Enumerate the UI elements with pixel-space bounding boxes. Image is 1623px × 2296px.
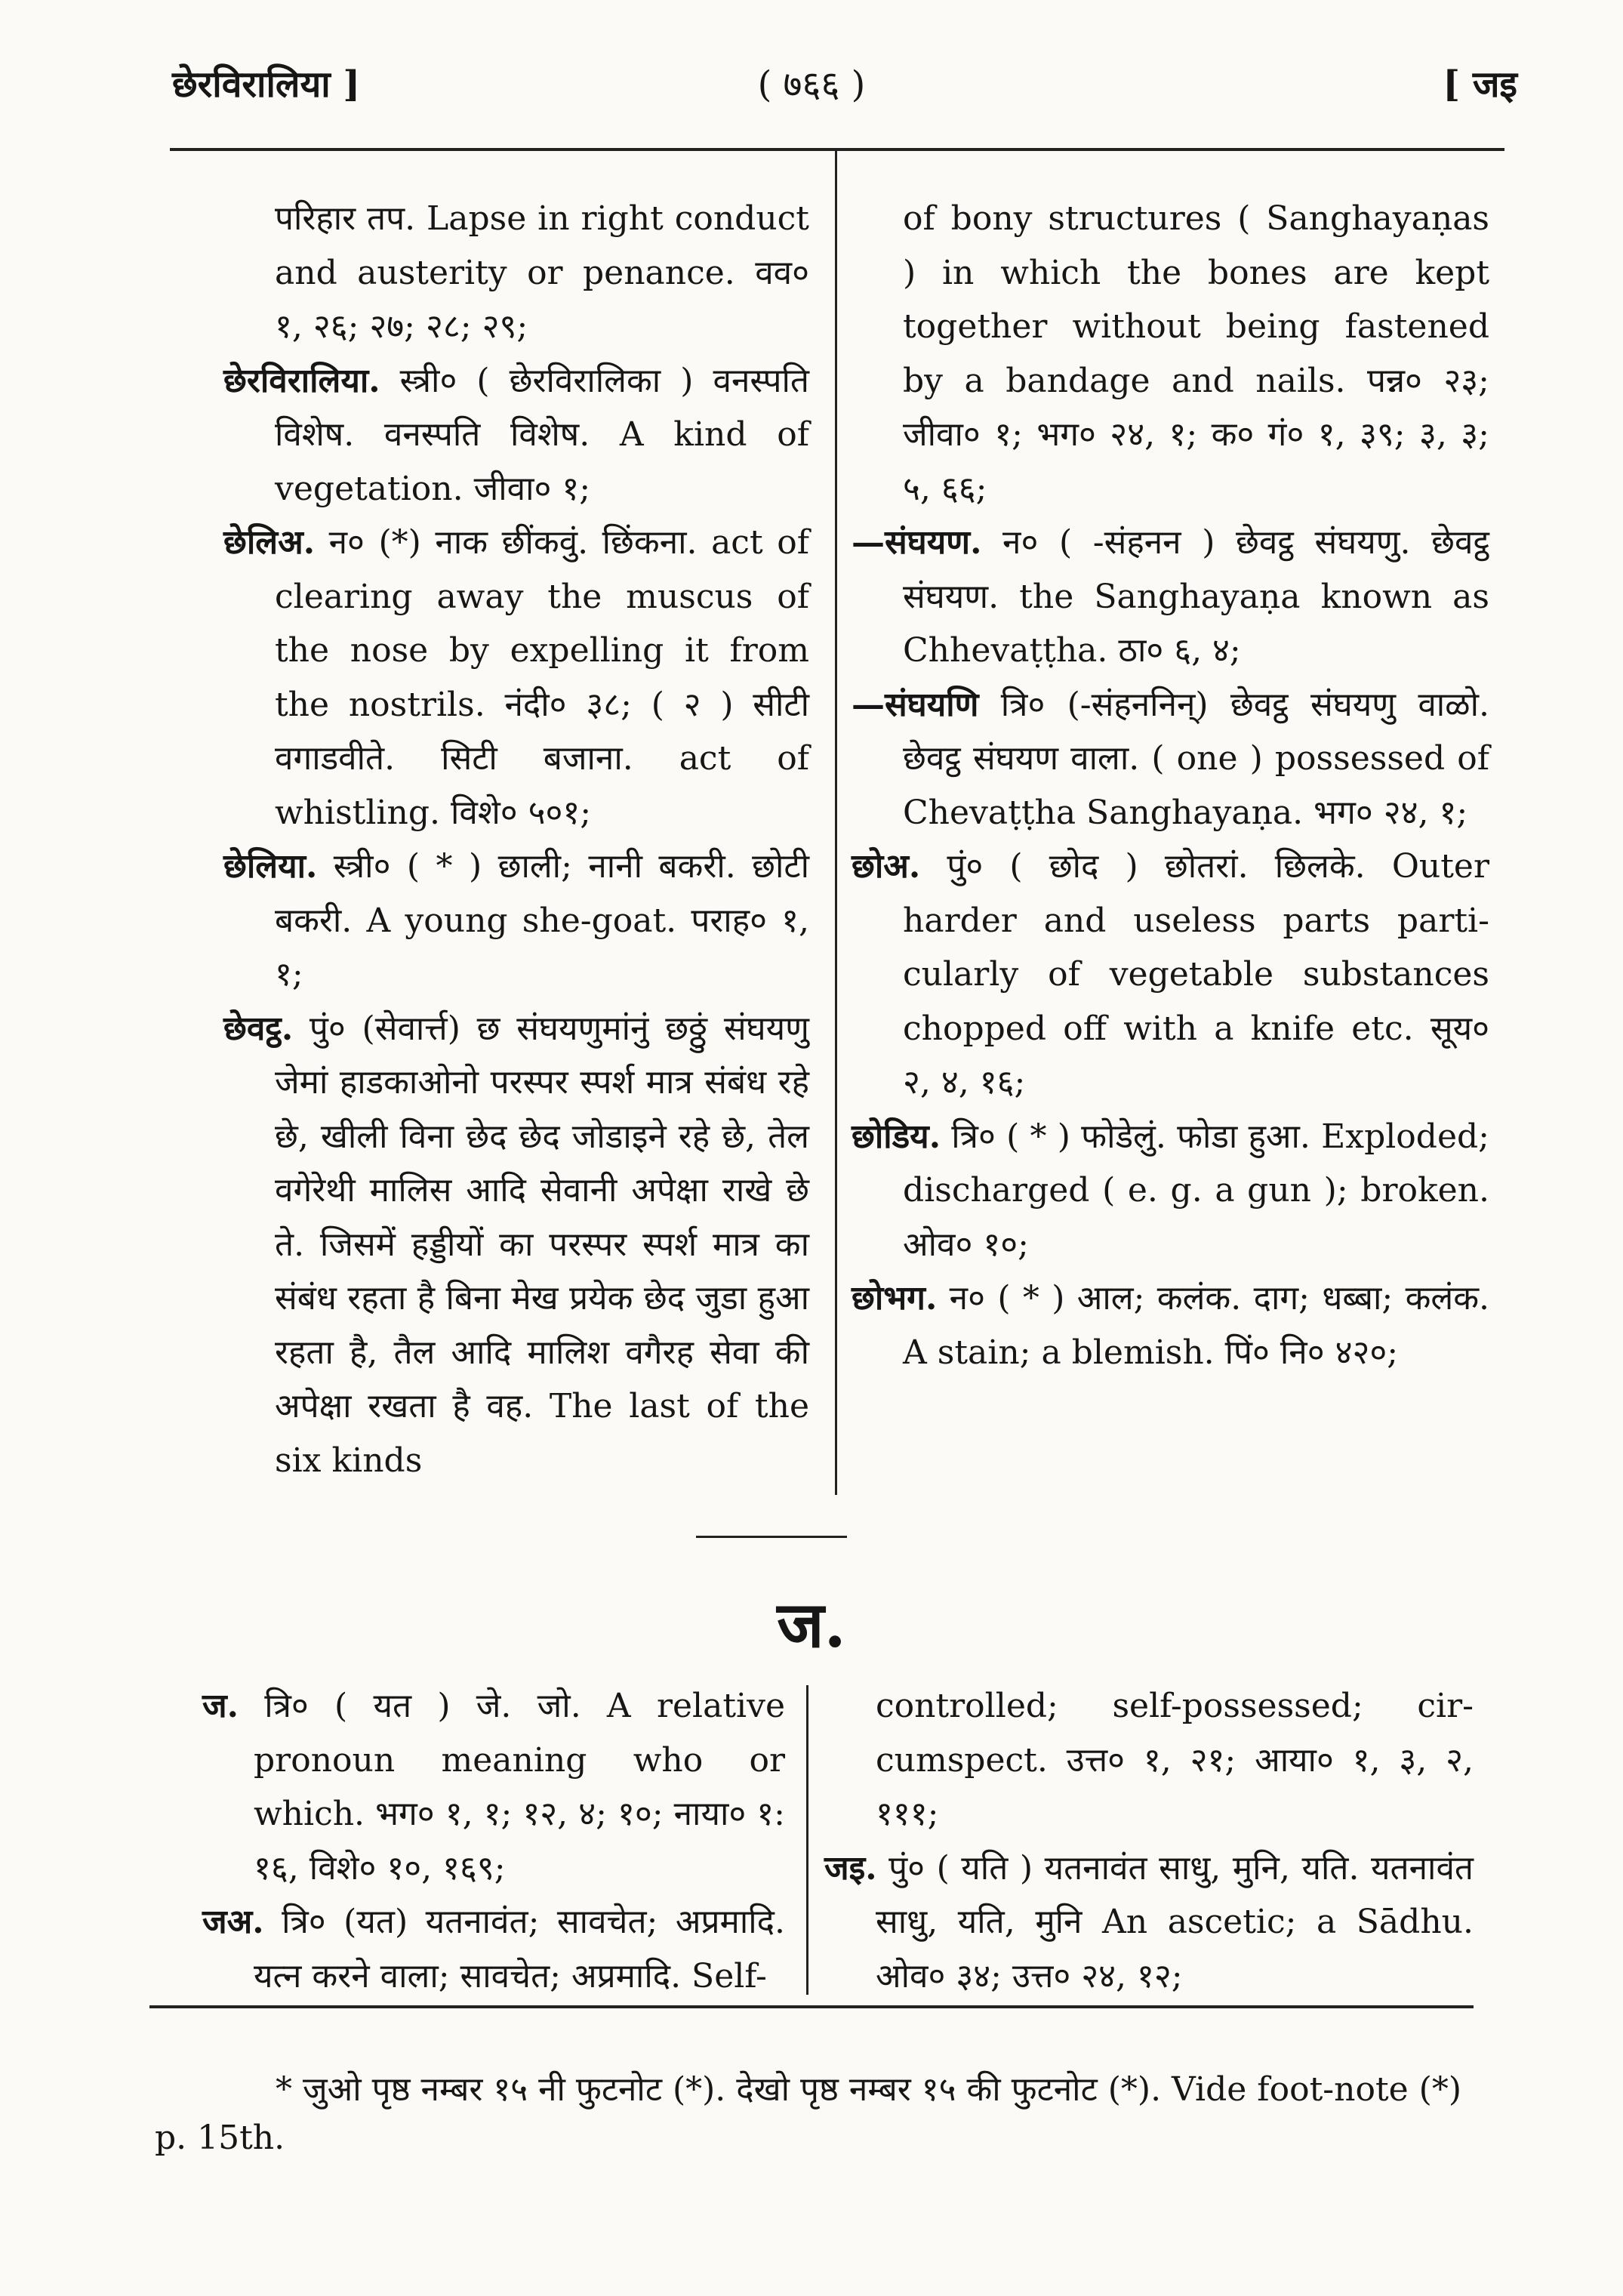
page-number: ( ७६६ )	[757, 63, 866, 106]
dictionary-entry: छोडिय. त्रि० ( * ) फोडेलुं. फोडा हुआ. Exploded; discharged ( e. g. a gun ); broken. ओव० १०;	[852, 1117, 1489, 1264]
bottom-left-column	[202, 1679, 785, 2003]
headword: छेरविरालिया.	[223, 361, 380, 400]
running-head-right: [ जइ	[1443, 63, 1517, 106]
headword: छेवट्ठ.	[223, 1009, 294, 1048]
dictionary-entry: छेरविरालिया. स्त्री० ( छेरविरालिका ) वनस्पति विशेष. वनस्पति विशेष. A kind of vegetation. जीवा० १;	[223, 361, 809, 508]
dictionary-entry: छेलिया. स्त्री० ( * ) छाली; नानी बकरी. छोटी बकरी. A young she-goat. पराह० १, १;	[223, 847, 809, 994]
header-rule	[170, 148, 1504, 151]
bottom-right-column	[824, 1679, 1474, 2003]
footnote-rule	[149, 2005, 1474, 2008]
dictionary-entry: जइ. पुं० ( यति ) यतनावंत साधु, मुनि, यति. यतनावंत साधु, यति, मुनि An ascetic; a Sādhu. ओव० ३४; उत्त० २४, १२;	[824, 1848, 1474, 1996]
dictionary-entry: छोभग. न० ( * ) आल; कलंक. दाग; धब्बा; कलंक. A stain; a blemish. पिं० नि० ४२०;	[852, 1279, 1489, 1372]
dictionary-entry: छोअ. पुं० ( छोद ) छोतरां. छिलके. Outer harder and useless parts particularly of vegetable substances chopped off with a knife etc. सूय० २, ४, १६;	[852, 847, 1489, 1102]
top-left-column	[223, 192, 809, 1487]
section-separator	[696, 1536, 847, 1538]
top-right-column	[852, 192, 1489, 1379]
dictionary-subentry: —संघयणि त्रि० (-संहननिन्) छेवट्ठ संघयणु वाळो. छेवट्ठ संघयण वाला. ( one ) possessed of Chevaṭṭha Sanghayaṇa. भग० २४, १;	[852, 685, 1489, 832]
dictionary-entry: ज. त्रि० ( यत ) जे. जो. A relative pronoun meaning who or which. भग० १, १; १२, ४; १०; नाया० १: १६, विशे० १०, १६९;	[202, 1687, 785, 1888]
headword: जइ.	[824, 1848, 877, 1888]
footnote: * जुओ पृष्ठ नम्बर १५ नी फुटनोट (*). देखो पृष्ठ नम्बर १५ की फुटनोट (*). Vide foot-note (*) p. 15th.	[155, 2070, 1461, 2157]
headword: छेलिअ.	[223, 523, 316, 562]
headword: छेलिया.	[223, 847, 318, 886]
headword: छोडिय.	[852, 1117, 941, 1156]
entry-continuation: controlled; self-possessed; circumspect. उत्त० १, २१; आया० १, ३, २, १११;	[876, 1687, 1474, 1833]
headword: —संघयण.	[852, 523, 982, 562]
bottom-column-divider	[806, 1685, 808, 1995]
section-letter: ज.	[777, 1587, 846, 1662]
headword: छोअ.	[852, 847, 921, 886]
headword: छोभग.	[852, 1279, 938, 1318]
headword: जअ.	[202, 1903, 264, 1941]
entry-continuation: of bony structures ( Sanghayaṇas ) in which the bones are kept together without being fastened by a bandage and nails. पन्न० २३; जीवा० १; भग० २४, १; क० गं० १, ३९; ३, ३; ५, ६६;	[903, 199, 1489, 508]
entry-continuation: परिहार तप. Lapse in right conduct and austerity or penance. वव० १, २६; २७; २८; २९;	[275, 199, 809, 346]
dictionary-entry: छेवट्ठ. पुं० (सेवार्त्त) छ संघयणुमांनुं छठ्ठुं संघयणु जेमां हाडकाओनो परस्पर स्पर्श मात्र संबंध रहे छे, खीली विना छेद छेद जोडाइने रहे छे, तेल वगेरेथी मालिस आदि सेवानी अपेक्षा राखे छे ते. जिसमें हड्डीयों का परस्पर स्पर्श मात्र का संबंध रहता है बिना मेख प्रयेक छेद जुडा हुआ रहता है, तैल आदि मालिश वगैरह सेवा की अपेक्षा रखता है वह. The last of the six kinds	[223, 1009, 809, 1480]
top-column-divider	[835, 151, 837, 1495]
dictionary-entry: जअ. त्रि० (यत) यतनावंत; सावचेत; अप्रमादि. यत्न करने वाला; सावचेत; अप्रमादि. Self-	[202, 1903, 785, 1996]
headword: ज.	[202, 1687, 239, 1725]
headword: —संघयणि	[852, 685, 979, 724]
dictionary-subentry: —संघयण. न० ( -संहनन ) छेवट्ठ संघयणु. छेवट्ठ संघयण. the Sanghayaṇa known as Chhevaṭṭha. ठा० ६, ४;	[852, 523, 1489, 670]
dictionary-entry: छेलिअ. न० (*) नाक छींकवुं. छिंकना. act of clearing away the muscus of the nose by expelling it from the nostrils. नंदी० ३८; ( २ ) सीटी वगाडवीते. सिटी बजाना. act of whistling. विशे० ५०१;	[223, 523, 809, 832]
running-head-left: छेरविरालिया ]	[172, 63, 361, 106]
